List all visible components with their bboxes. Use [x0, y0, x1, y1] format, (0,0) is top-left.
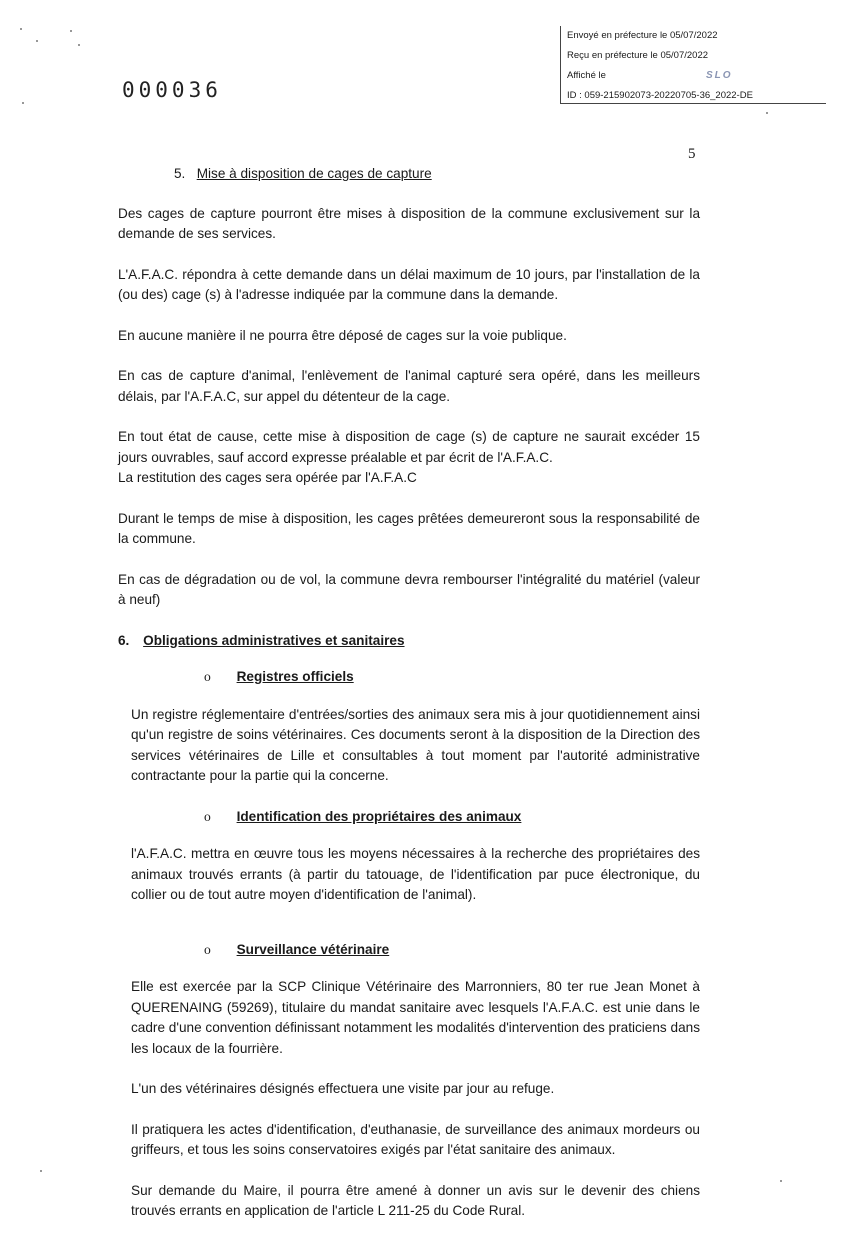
paragraph: l'A.F.A.C. mettra en œuvre tous les moyens nécessaires à la recherche des propriétaires des animaux trouvés errants (à partir du tatouage, de l'identification par puce électronique, du collier ou de tout autre moyen d'identification de l'animal).	[131, 846, 700, 902]
paragraph: Des cages de capture pourront être mises à disposition de la commune exclusivement sur la demande de ses services.	[118, 205, 700, 241]
paragraph: En cas de capture d'animal, l'enlèvement de l'animal capturé sera opéré, dans les meilleurs délais, par l'A.F.A.C, sur appel du détenteur de la cage.	[118, 368, 700, 404]
paragraph: En cas de dégradation ou de vol, la commune devra rembourser l'intégralité du matériel (valeur à neuf)	[118, 571, 700, 607]
paragraph: L'A.F.A.C. répondra à cette demande dans un délai maximum de 10 jours, par l'installation de la (ou des) cage (s) à l'adresse indiquée par la commune dans la demande.	[118, 266, 700, 302]
section-6-title: Obligations administratives et sanitaires	[143, 632, 405, 648]
page-number: 5	[688, 146, 696, 162]
stamp-sent: Envoyé en préfecture le 05/07/2022	[567, 30, 718, 41]
stamp-received: Reçu en préfecture le 05/07/2022	[567, 50, 709, 61]
subsection-heading-registres	[204, 667, 700, 688]
section-6-heading	[118, 631, 700, 652]
paragraph: Il pratiquera les actes d'identification, d'euthanasie, de surveillance des animaux mordeurs ou griffeurs, et tous les soins conservatoires exigés par l'état sanitaire des animaux.	[131, 1121, 700, 1157]
paragraph: Sur demande du Maire, il pourra être amené à donner un avis sur le devenir des chiens trouvés errants en application de l'article L 211-25 du Code Rural.	[131, 1182, 700, 1218]
stamp-posted: Affiché le	[567, 70, 606, 81]
prefecture-stamp	[560, 26, 826, 104]
document-body	[118, 164, 700, 1242]
slo-logo: SLO	[706, 70, 733, 81]
subsection-title: Surveillance vétérinaire	[236, 941, 390, 957]
paragraph: En tout état de cause, cette mise à disposition de cage (s) de capture ne saurait excéder 15 jours ouvrables, sauf accord expresse préalable et par écrit de l'A.F.A.C.	[118, 429, 700, 465]
subsection-title: Identification des propriétaires des animaux	[236, 808, 522, 824]
bullet-marker: o	[204, 941, 211, 957]
paragraph: Un registre réglementaire d'entrées/sorties des animaux sera mis à jour quotidiennement ainsi qu'un registre de soins vétérinaires. Ces documents seront à la disposition de la Direction des services vétérinaires de Lille et consultables à tout moment par l'autorité administrative contractante pour la partie qui la concerne.	[131, 706, 700, 783]
document-number: 000036	[122, 78, 222, 102]
bullet-marker: o	[204, 808, 211, 824]
bullet-marker: o	[204, 669, 211, 684]
paragraph: L'un des vétérinaires désignés effectuera une visite par jour au refuge.	[131, 1081, 555, 1096]
paragraph: Elle est exercée par la SCP Clinique Vétérinaire des Marronniers, 80 ter rue Jean Monet à QUERENAING (59269), titulaire du mandat sanitaire avec lesquels l'A.F.A.C. est unie dans le cadre d'une convention définissant notamment les modalités d'intervention des praticiens dans les locaux de la fourrière.	[131, 979, 700, 1056]
section-5-number: 5.	[174, 166, 186, 181]
paragraph: Durant le temps de mise à disposition, les cages prêtées demeureront sous la responsabilité de la commune.	[118, 510, 700, 546]
paragraph: La restitution des cages sera opérée par l'A.F.A.C	[118, 470, 417, 485]
subsection-heading-identification	[204, 807, 700, 828]
stamp-id: ID : 059-215902073-20220705-36_2022-DE	[567, 90, 753, 101]
subsection-heading-surveillance	[204, 940, 700, 961]
subsection-title: Registres officiels	[236, 669, 354, 684]
section-5-title: Mise à disposition de cages de capture	[196, 166, 432, 181]
paragraph: En aucune manière il ne pourra être déposé de cages sur la voie publique.	[118, 327, 567, 343]
section-5-heading	[174, 164, 700, 185]
section-6-number: 6.	[118, 632, 130, 648]
